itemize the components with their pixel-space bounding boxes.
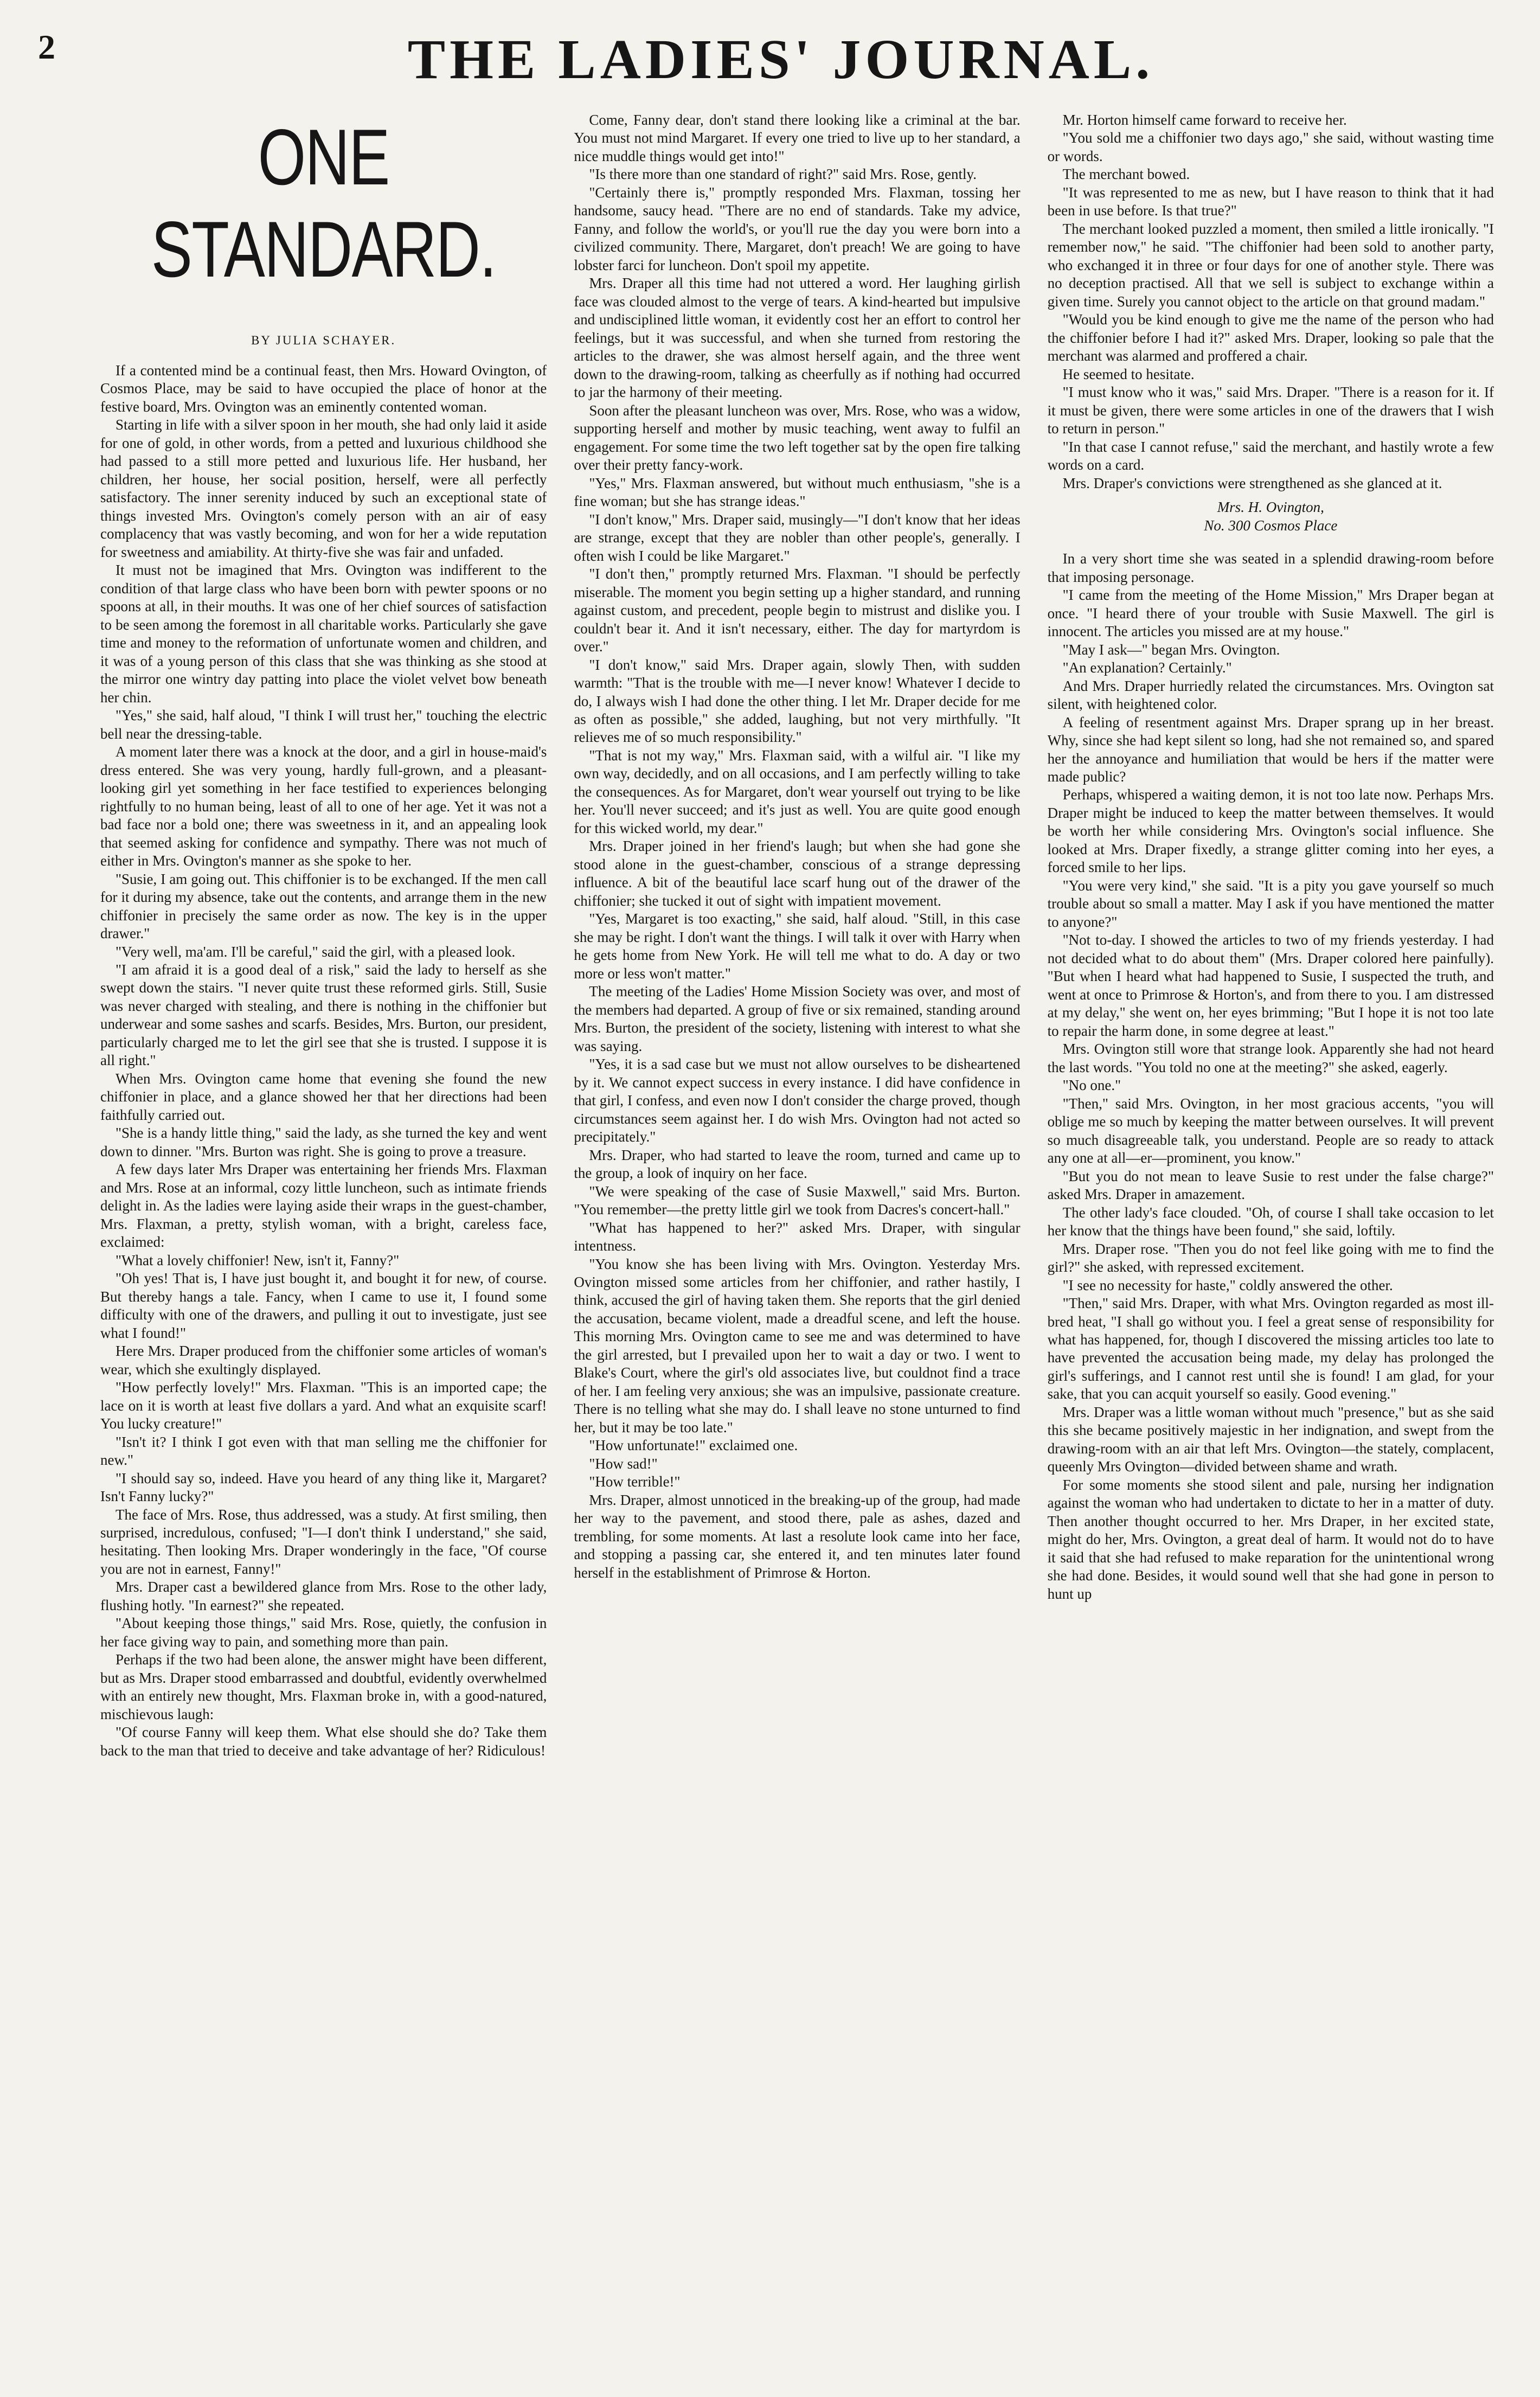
story-paragraph: "An explanation? Certainly." <box>1062 659 1232 676</box>
story-paragraph: "I should say so, indeed. Have you heard of any thing like it, Margaret? Isn't Fanny lucky?" <box>100 1470 547 1505</box>
story-paragraph: Mrs. Draper, almost unnoticed in the breaking-up of the group, had made her way to the pavement, and stood there, pale as ashes, dazed and trembling, for some moments. At last a resolute look came into her face, and stopping a passing car, she entered it, and ten minutes later found herself in the establishment of Primrose & Horton. <box>574 1491 1021 1581</box>
story-paragraph: Mrs. Draper rose. "Then you do not feel like going with me to find the girl?" she asked, with repressed excitement. <box>1047 1240 1494 1276</box>
story-paragraph: Come, Fanny dear, don't stand there looking like a criminal at the bar. You must not mind Margaret. If every one tried to live up to her standard, a nice muddle things would get into!" <box>574 112 1021 164</box>
page-number: 2 <box>38 28 55 66</box>
column-2-body <box>574 111 1020 1582</box>
story-paragraph: The merchant looked puzzled a moment, then smiled a little ironically. "I remember now," he said. "The chiffonier had been sold to another party, who exchanged it in three or four days for one of another style. There was no deception practised. All that we sell is subject to exchange within a given time. Surely you cannot object to the article on that ground madam." <box>1047 220 1494 310</box>
story-paragraph: Mrs. Ovington still wore that strange look. Apparently she had not heard the last words. "You told no one at the meeting?" she asked, eagerly. <box>1047 1041 1494 1075</box>
story-paragraph: Mrs. Draper's convictions were strengthened as she glanced at it. <box>1062 475 1442 491</box>
story-paragraph: "You were very kind," she said. "It is a pity you gave yourself so much trouble about so small a matter. May I ask if you have mentioned the matter to anyone?" <box>1047 877 1494 930</box>
story-paragraph: "I came from the meeting of the Home Mission," Mrs Draper began at once. "I heard there of your trouble with Susie Maxwell. The girl is innocent. The articles you missed are at my house." <box>1047 587 1494 640</box>
column-1-body <box>100 362 547 1760</box>
story-paragraph: Mr. Horton himself came forward to receive her. <box>1062 112 1347 128</box>
byline: BY JULIA SCHAYER. <box>251 334 396 347</box>
story-paragraph: "How unfortunate!" exclaimed one. <box>589 1437 798 1454</box>
column-3-body-top <box>1048 111 1494 492</box>
story-paragraph: "In that case I cannot refuse," said the merchant, and hastily wrote a few words on a card. <box>1047 438 1494 473</box>
story-paragraph: In a very short time she was seated in a splendid drawing-room before that imposing personage. <box>1047 550 1494 585</box>
story-paragraph: "I am afraid it is a good deal of a risk," said the lady to herself as she swept down the stairs. "I never quite trust these reformed girls. Still, Susie was never charged with stealing, and there is nothing in the chiffonier but underwear and some sashes and scarfs. Besides, Mrs. Burton, our president, particularly charged me to let the girl see that she is trusted. I suppose it is all right." <box>100 961 547 1069</box>
story-paragraph: The merchant bowed. <box>1062 166 1190 183</box>
story-paragraph: He seemed to hesitate. <box>1062 366 1195 382</box>
story-paragraph: Perhaps if the two had been alone, the answer might have been different, but as Mrs. Draper stood embarrassed and doubtful, evidently overwhelmed with an entirely new thought, Mrs. Flaxman broke in, with a good-natured, mischievous laugh: <box>100 1651 547 1722</box>
story-paragraph: "She is a handy little thing," said the lady, as she turned the key and went down to dinner. "Mrs. Burton was right. She is going to prove a treasure. <box>100 1125 547 1159</box>
story-paragraph: Starting in life with a silver spoon in her mouth, she had only laid it aside for one of gold, in other words, from a petted and luxurious childhood she had passed to a still more petted and luxurious life. Her husband, her children, her house, her social position, herself, were all perfectly satisfactory. The inner serenity induced by such an exceptional state of things invested Mrs. Ovington's comely person with an air of easy complacency that was vastly becoming, and won for her a wide reputation for sweetness and amiability. At thirty-five she was fair and unfaded. <box>100 416 547 560</box>
story-paragraph: "That is not my way," Mrs. Flaxman said, with a wilful air. "I like my own way, decidedly, and on all occasions, and I am perfectly willing to take the consequences. As for Margaret, don't wear yourself out trying to be like her. You'll never succeed; and it's just as well. You are quite good enough for this wicked world, my dear." <box>574 747 1021 836</box>
story-paragraph: Mrs. Draper joined in her friend's laugh; but when she had gone she stood alone in the guest-chamber, conscious of a strange depressing influence. A bit of the beautiful lace scarf hung out of the drawer of the chiffonier; she tucked it out of sight with impatient movement. <box>574 838 1021 909</box>
column-1 <box>100 111 547 2362</box>
story-paragraph: A few days later Mrs Draper was entertaining her friends Mrs. Flaxman and Mrs. Rose at an informal, cozy little luncheon, such as intimate friends delight in. As the ladies were laying aside their wraps in the guest-chamber, Mrs. Flaxman, a pretty, stylish woman, with a bright, careless face, exclaimed: <box>100 1161 547 1251</box>
story-paragraph: "May I ask—" began Mrs. Ovington. <box>1062 641 1280 658</box>
story-paragraph: "No one." <box>1062 1077 1121 1094</box>
story-paragraph: "How terrible!" <box>589 1473 681 1490</box>
story-paragraph: "Yes," Mrs. Flaxman answered, but without much enthusiasm, "she is a fine woman; but she has strange ideas." <box>574 475 1021 510</box>
story-paragraph: The other lady's face clouded. "Oh, of course I shall take occasion to let her know that the things have been found," she said, loftily. <box>1047 1204 1494 1239</box>
story-paragraph: And Mrs. Draper hurriedly related the circumstances. Mrs. Ovington sat silent, with heightened color. <box>1047 677 1494 713</box>
story-paragraph: "Of course Fanny will keep them. What else should she do? Take them back to the man that tried to deceive and take advantage of her? Ridiculous! <box>100 1724 547 1759</box>
story-paragraph: Mrs. Draper, who had started to leave the room, turned and came up to the group, a look of inquiry on her face. <box>574 1146 1021 1182</box>
story-paragraph: "It was represented to me as new, but I have reason to think that it had been in use before. Is that true?" <box>1047 184 1494 219</box>
article-columns <box>100 111 1494 2362</box>
story-paragraph: "What has happened to her?" asked Mrs. Draper, with singular intentness. <box>574 1219 1021 1254</box>
story-paragraph: For some moments she stood silent and pale, nursing her indignation against the woman who had undertaken to dictate to her in a matter of duty. Then another thought occurred to her. Mrs Draper, in her excited state, might do her, Mrs. Ovington, a great deal of harm. It would not do to have it said that she had refused to make reparation for the unintentional wrong she had done. Besides, it would sound well that she had gone in person to hunt up <box>1047 1476 1494 1602</box>
story-paragraph: "I don't know," Mrs. Draper said, musingly—"I don't know that her ideas are strange, except that they are nobler than other people's, generally. I often wish I could be like Margaret." <box>574 511 1021 564</box>
story-paragraph: "Susie, I am going out. This chiffonier is to be exchanged. If the men call for it during my absence, take out the contents, and arrange them in the new chiffonier in precisely the same order as now. The key is in the upper drawer." <box>100 870 547 942</box>
story-paragraph: "Then," said Mrs. Ovington, in her most gracious accents, "you will oblige me so much by keeping the matter between ourselves. It will prevent so much disagreeable talk, you understand. People are so ready to attack any one at all—er—prominent, you know." <box>1047 1095 1494 1167</box>
card-name: Mrs. H. Ovington, <box>1217 499 1324 516</box>
story-paragraph: When Mrs. Ovington came home that evening she found the new chiffonier in place, and a glance showed her that her directions had been faithfully carried out. <box>100 1070 547 1123</box>
column-2 <box>574 111 1020 2362</box>
column-3 <box>1048 111 1494 2362</box>
story-paragraph: "Is there more than one standard of right?" said Mrs. Rose, gently. <box>589 166 977 183</box>
story-paragraph: "Would you be kind enough to give me the name of the person who had the chiffonier before I had it?" asked Mrs. Draper, looking so pale that the merchant was alarmed and proffered a chair. <box>1047 311 1494 364</box>
story-paragraph: "Isn't it? I think I got even with that man selling me the chiffonier for new." <box>100 1433 547 1469</box>
story-paragraph: "Yes, it is a sad case but we must not allow ourselves to be disheartened by it. We cannot expect success in every instance. I did have confidence in that girl, I confess, and even now I don't consider the charge proved, though circumstances seem against her. I do wish Mrs. Ovington had not acted so precipitately." <box>574 1056 1021 1145</box>
story-paragraph: "I don't know," said Mrs. Draper again, slowly Then, with sudden warmth: "That is the trouble with me—I never know! Whatever I decide to do, I always wish I had done the other thing. I let Mr. Draper decide for me as often as possible," she added, laughing, but not very mirthfully. "It relieves me of so much responsibility." <box>574 656 1021 746</box>
journal-title: THE LADIES' JOURNAL. <box>407 28 1154 91</box>
story-paragraph: "How sad!" <box>589 1455 658 1472</box>
story-paragraph: A feeling of resentment against Mrs. Draper sprang up in her breast. Why, since she had kept silent so long, had she not remained so, and spared her the annoyance and humiliation that would be hers if the matter were made public? <box>1047 714 1494 785</box>
story-title: ONE STANDARD. <box>151 113 496 293</box>
story-paragraph: "I must know who it was," said Mrs. Draper. "There is a reason for it. If it must be given, there were some articles in one of the drawers that I wish to return in person." <box>1047 384 1494 437</box>
story-paragraph: "What a lovely chiffonier! New, isn't it, Fanny?" <box>116 1252 400 1268</box>
story-paragraph: "Yes," she said, half aloud, "I think I will trust her," touching the electric bell near the dressing-table. <box>100 707 547 742</box>
story-paragraph: "You sold me a chiffonier two days ago," she said, without wasting time or words. <box>1047 130 1494 164</box>
column-3-body-bottom <box>1048 550 1494 1603</box>
story-paragraph: "Yes, Margaret is too exacting," she said, half aloud. "Still, in this case she may be right. I don't want the things. I will talk it over with Harry when he gets home from New York. He will tell me what to do. A day or two more or less won't matter." <box>574 911 1021 982</box>
card-address: No. 300 Cosmos Place <box>1204 517 1338 534</box>
story-paragraph: The face of Mrs. Rose, thus addressed, was a study. At first smiling, then surprised, incredulous, confused; "I—I don't think I understand," she said, hesitating. Then looking Mrs. Draper wonderingly in the face, "Of course you are not in earnest, Fanny!" <box>100 1506 547 1577</box>
story-paragraph: Soon after the pleasant luncheon was over, Mrs. Rose, who was a widow, supporting herself and mother by music teaching, went away to fulfil an engagement. For some time the two left together sat by the open fire talking over their pretty fancy-work. <box>574 402 1021 473</box>
story-paragraph: "I see no necessity for haste," coldly answered the other. <box>1062 1277 1393 1293</box>
story-paragraph: "Oh yes! That is, I have just bought it, and bought it for new, of course. But thereby hangs a tale. Fancy, when I came to use it, I found some difficulty with one of the drawers, and pulling it out to investigate, just see what I found!" <box>100 1270 547 1341</box>
story-paragraph: "How perfectly lovely!" Mrs. Flaxman. "This is an imported cape; the lace on it is worth at least five dollars a yard. And what an exquisite scarf! You lucky creature!" <box>100 1379 547 1432</box>
story-paragraph: Mrs. Draper all this time had not uttered a word. Her laughing girlish face was clouded almost to the verge of tears. A kind-hearted but impulsive and undisciplined little woman, it evidently cost her an effort to control her feelings, but it was successful, and when she turned from restoring the articles to the drawer, she was almost herself again, and the three went down to the drawing-room, talking as cheerfully as if nothing had occurred to jar the harmony of their meeting. <box>574 275 1021 401</box>
story-paragraph: Perhaps, whispered a waiting demon, it is not too late now. Perhaps Mrs. Draper might be induced to keep the matter between themselves. It would be worth her while considering Mrs. Ovington's social influence. She looked at Mrs. Draper fixedly, a strange glitter coming into her eyes, a forced smile to her lips. <box>1047 786 1494 876</box>
story-paragraph: "Certainly there is," promptly responded Mrs. Flaxman, tossing her handsome, saucy head. "There are no end of standards. Take my advice, Fanny, and follow the world's, or you'll rue the day you were born into a civilized community. There, Margaret, don't preach! We are going to have lobster farci for luncheon. Don't spoil my appetite. <box>574 184 1021 273</box>
story-paragraph: Mrs. Draper cast a bewildered glance from Mrs. Rose to the other lady, flushing hotly. "In earnest?" she repeated. <box>100 1579 547 1613</box>
story-paragraph: "I don't then," promptly returned Mrs. Flaxman. "I should be perfectly miserable. The moment you begin setting up a higher standard, and running against custom, and precedent, people begin to mistrust and dislike you. I couldn't bear it. And it isn't necessary, either. The day for martyrdom is over." <box>574 566 1021 655</box>
story-paragraph: "Not to-day. I showed the articles to two of my friends yesterday. I had not decided what to do about them" (Mrs. Draper colored here painfully). "But when I heard what had happened to Susie, I suspected the truth, and went at once to Primrose & Horton's, and from there to you. I am distressed at my delay," she went on, her eyes brimming; "But I hope it is not too late to repair the harm done, in some degree at least." <box>1047 932 1494 1039</box>
story-paragraph: A moment later there was a knock at the door, and a girl in house-maid's dress entered. She was very young, hardly full-grown, and a pleasant-looking girl yet something in her face testified to experiences belonging rightfully to no human being, least of all to one of her age. Yet it was not a bad face nor a bold one; there was sweetness in it, and an appealing look that seemed asking for confidence and sympathy. There was not much of either in Mrs. Ovington's manner as she spoke to her. <box>100 744 547 869</box>
story-paragraph: Here Mrs. Draper produced from the chiffonier some articles of woman's wear, which she exultingly displayed. <box>100 1343 547 1377</box>
story-paragraph: The meeting of the Ladies' Home Mission Society was over, and most of the members had departed. A group of five or six remained, standing around Mrs. Burton, the president of the society, listening with interest to what she was saying. <box>574 983 1021 1054</box>
story-paragraph: "You know she has been living with Mrs. Ovington. Yesterday Mrs. Ovington missed some articles from her chiffonier, and rather hastily, I think, accused the girl of having taken them. She reports that the girl denied the accusation, became violent, made a dreadful scene, and left the house. This morning Mrs. Ovington came to see me and was determined to have the girl arrested, but I prevailed upon her to wait a day or two. I went to Blake's Court, where the girl's old associates live, but couldnot find a trace of her. I am feeling very anxious; she was an impulsive, passionate creature. There is no telling what she may do. I shall leave no stone unturned to find her, but it may be too late." <box>574 1255 1021 1435</box>
story-paragraph: Mrs. Draper was a little woman without much "presence," but as she said this she became positively majestic in her indignation, and swept from the drawing-room with an air that left Mrs. Ovington—the stately, complacent, queenly Mrs Ovington—divided between shame and wrath. <box>1047 1403 1494 1475</box>
story-paragraph: "Then," said Mrs. Draper, with what Mrs. Ovington regarded as most ill-bred heat, "I shall go without you. I feel a great sense of responsibility for what has happened, for, though I discovered the missing articles too late to have prevented the accusation being made, my delay has prolonged the girl's sufferings, and I cannot rest until she is found! I am glad, for your sake, that you can acquit yourself so easily. Good evening." <box>1047 1295 1494 1402</box>
story-paragraph: "Very well, ma'am. I'll be careful," said the girl, with a pleased look. <box>116 943 516 960</box>
story-paragraph: If a contented mind be a continual feast, then Mrs. Howard Ovington, of Cosmos Place, may be said to have occupied the place of honor at the festive board, Mrs. Ovington was an eminently contented woman. <box>100 362 547 415</box>
story-paragraph: "We were speaking of the case of Susie Maxwell," said Mrs. Burton. "You remember—the pretty little girl we took from Dacres's concert-hall." <box>574 1183 1021 1218</box>
masthead <box>38 22 1524 103</box>
story-paragraph: "About keeping those things," said Mrs. Rose, quietly, the confusion in her face giving way to pain, and something more than pain. <box>100 1615 547 1650</box>
story-paragraph: "But you do not mean to leave Susie to rest under the false charge?" asked Mrs. Draper in amazement. <box>1047 1168 1494 1203</box>
story-paragraph: It must not be imagined that Mrs. Ovington was indifferent to the condition of that large class who have been born with pewter spoons or no spoons at all, in their mouths. It was one of her chief sources of satisfaction to be seen among the foremost in all charitable works. Particularly she gave time and money to the reformation of unfortunate women and children, and it was of a young person of this class that she was thinking as she stood at the mirror one wintry day patting into place the violet velvet bow beneath her chin. <box>100 562 547 706</box>
